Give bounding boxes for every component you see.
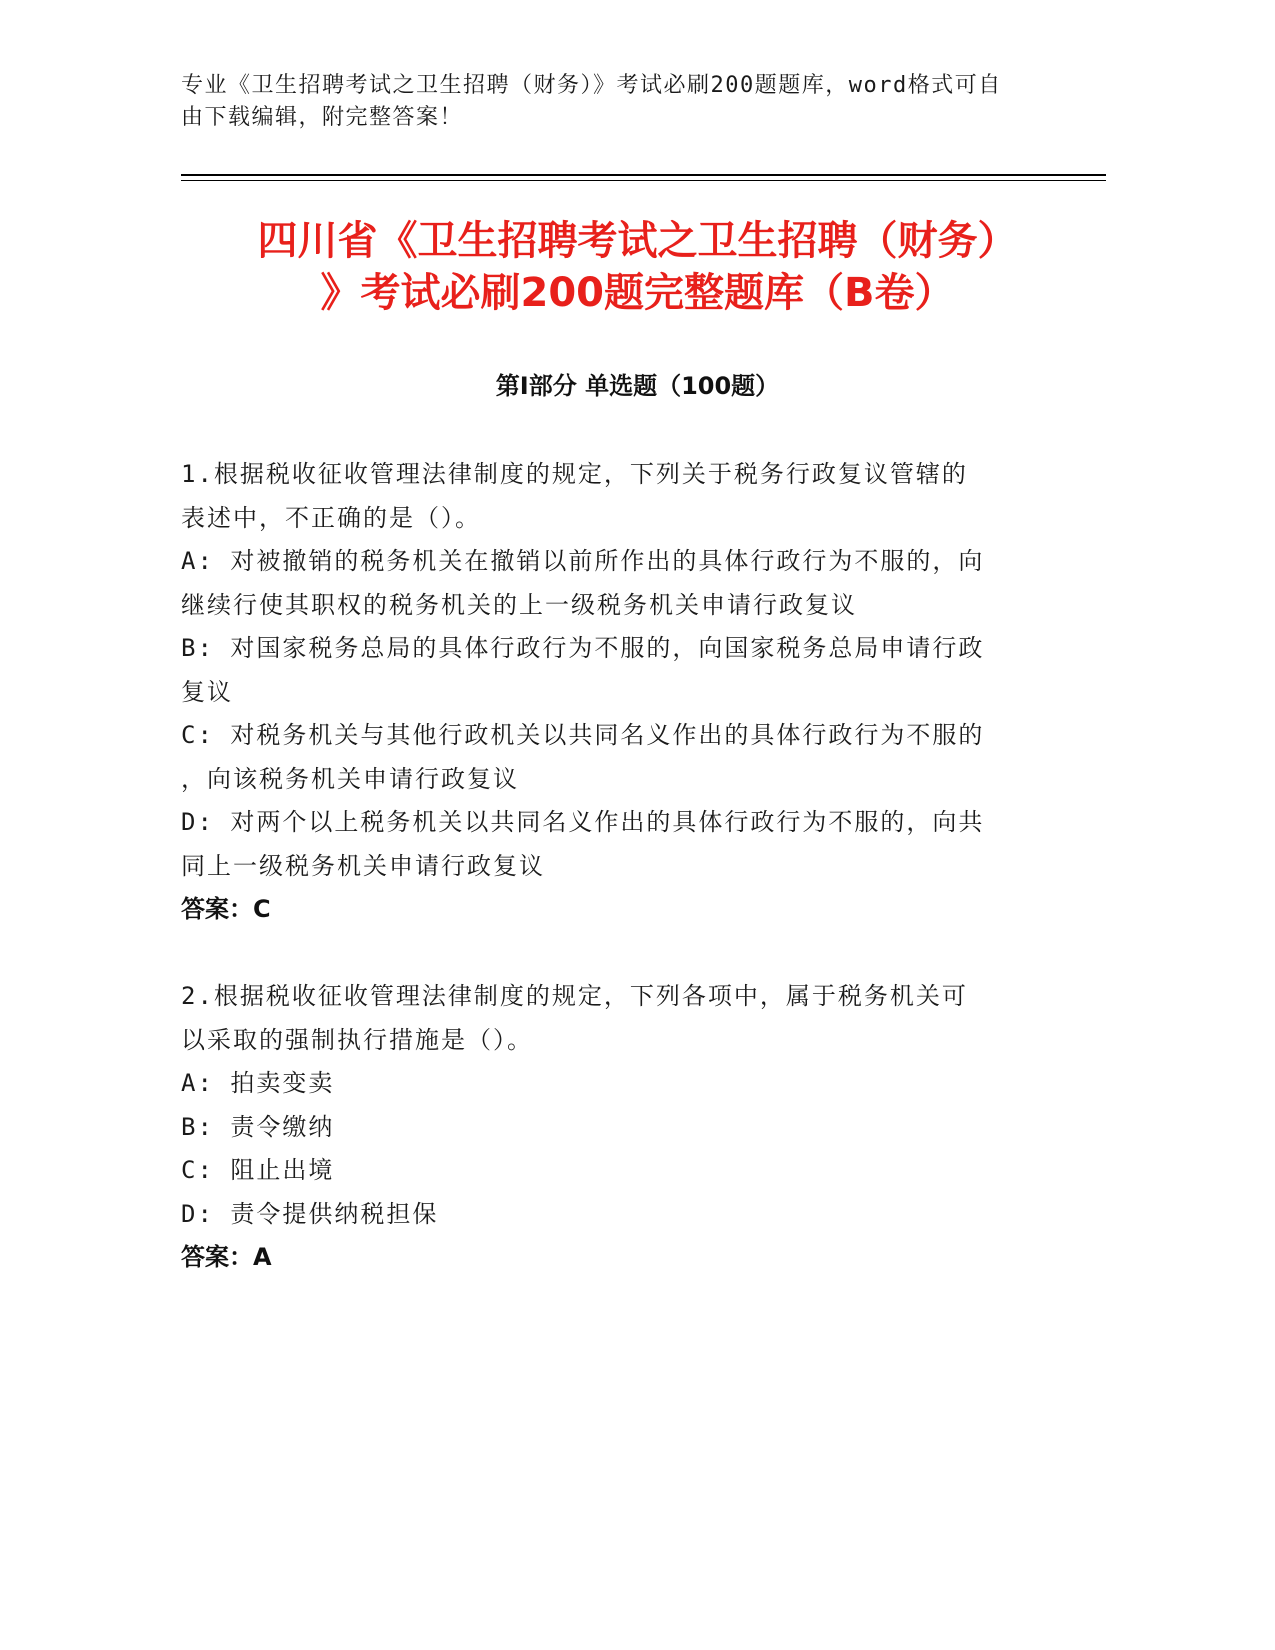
document-title-line-1: 四川省《卫生招聘考试之卫生招聘（财务） [257, 218, 1018, 264]
option-b-line: B: 对国家税务总局的具体行政行为不服的，向国家税务总局申请行政 [181, 634, 985, 662]
document-title-line-2: 》考试必刷200题完整题库（B卷） [320, 270, 955, 316]
section-heading: 第Ⅰ部分 单选题（100题） [495, 372, 780, 400]
question-stem-line: 以采取的强制执行措施是（）。 [181, 1025, 533, 1054]
answer-label: 答案：C [181, 895, 271, 923]
option-b-line: 复议 [181, 677, 233, 706]
header-note-line-1: 专业《卫生招聘考试之卫生招聘（财务）》考试必刷200题题库，word格式可自 [181, 73, 1002, 98]
document-title [160, 215, 1115, 319]
option-a-line: A: 对被撤销的税务机关在撤销以前所作出的具体行政行为不服的，向 [181, 547, 985, 575]
option-c-line: C: 对税务机关与其他行政机关以共同名义作出的具体行政行为不服的 [181, 721, 985, 749]
header-note-line-2: 由下载编辑，附完整答案！ [181, 105, 464, 130]
option-c: C: 阻止出境 [181, 1156, 335, 1184]
header-divider-thin [181, 180, 1106, 181]
question-stem-line: 1.根据税收征收管理法律制度的规定，下列关于税务行政复议管辖的 [181, 460, 968, 488]
option-d-line: D: 对两个以上税务机关以共同名义作出的具体行政行为不服的，向共 [181, 808, 985, 836]
question-stem-line: 2.根据税收征收管理法律制度的规定，下列各项中，属于税务机关可 [181, 982, 968, 1010]
option-a: A: 拍卖变卖 [181, 1069, 335, 1097]
option-d: D: 责令提供纳税担保 [181, 1199, 439, 1228]
header-note [181, 70, 1061, 134]
question-2 [181, 975, 1041, 1280]
option-b: B: 责令缴纳 [181, 1112, 335, 1141]
option-a-line: 继续行使其职权的税务机关的上一级税务机关申请行政复议 [181, 590, 857, 619]
header-divider-thick [181, 174, 1106, 176]
option-d-line: 同上一级税务机关申请行政复议 [181, 851, 545, 880]
question-1 [181, 453, 1041, 932]
question-stem-line: 表述中，不正确的是（）。 [181, 503, 481, 532]
answer-label: 答案：A [181, 1243, 272, 1271]
option-c-line: ，向该税务机关申请行政复议 [181, 764, 519, 793]
